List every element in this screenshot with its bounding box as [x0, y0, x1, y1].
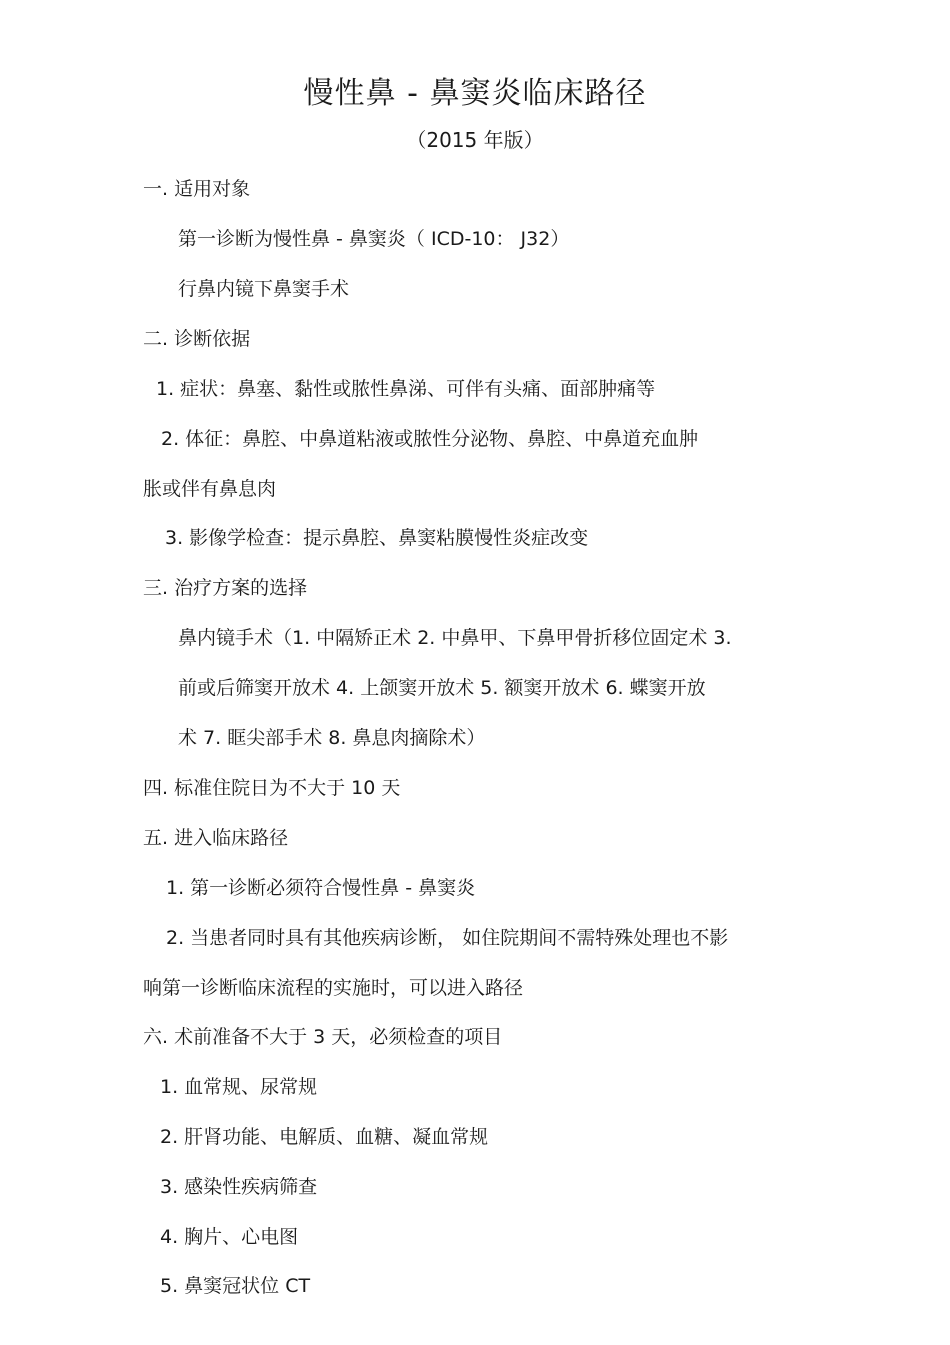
list-item: 2. 肝肾功能、电解质、血糖、凝血常规	[160, 1126, 489, 1148]
list-item: 3. 感染性疾病筛查	[160, 1176, 318, 1198]
paragraph-line: 鼻内镜手术（1. 中隔矫正术 2. 中鼻甲、下鼻甲骨折移位固定术 3.	[178, 627, 732, 649]
list-item: 1. 第一诊断必须符合慢性鼻 - 鼻窦炎	[166, 877, 476, 899]
section-heading-4: 四. 标准住院日为不大于 10 天	[143, 777, 401, 799]
paragraph-line: 第一诊断为慢性鼻 - 鼻窦炎（ ICD-10： J32）	[178, 228, 570, 250]
section-heading-6: 六. 术前准备不大于 3 天，必须检查的项目	[143, 1026, 503, 1048]
list-item-continuation: 胀或伴有鼻息肉	[143, 478, 277, 500]
page-subtitle: （2015 年版）	[406, 128, 544, 152]
list-item: 4. 胸片、心电图	[160, 1226, 299, 1248]
list-item: 1. 血常规、尿常规	[160, 1076, 318, 1098]
paragraph-line: 行鼻内镜下鼻窦手术	[178, 278, 350, 300]
list-item: 2. 当患者同时具有其他疾病诊断， 如住院期间不需特殊处理也不影	[166, 927, 729, 949]
list-item: 1. 症状：鼻塞、黏性或脓性鼻涕、可伴有头痛、面部肿痛等	[156, 378, 656, 400]
section-heading-1: 一. 适用对象	[143, 178, 251, 200]
list-item-continuation: 响第一诊断临床流程的实施时，可以进入路径	[143, 977, 524, 999]
list-item: 2. 体征：鼻腔、中鼻道粘液或脓性分泌物、鼻腔、中鼻道充血肿	[161, 428, 699, 450]
paragraph-line: 术 7. 眶尖部手术 8. 鼻息肉摘除术）	[178, 727, 486, 749]
paragraph-line: 前或后筛窦开放术 4. 上颌窦开放术 5. 额窦开放术 6. 蝶窦开放	[178, 677, 706, 699]
list-item: 5. 鼻窦冠状位 CT	[160, 1275, 311, 1297]
section-heading-5: 五. 进入临床路径	[143, 827, 289, 849]
section-heading-3: 三. 治疗方案的选择	[143, 577, 308, 599]
page-title: 慢性鼻 - 鼻窦炎临床路径	[303, 76, 647, 111]
list-item: 3. 影像学检查：提示鼻腔、鼻窦粘膜慢性炎症改变	[165, 527, 589, 549]
section-heading-2: 二. 诊断依据	[143, 328, 251, 350]
